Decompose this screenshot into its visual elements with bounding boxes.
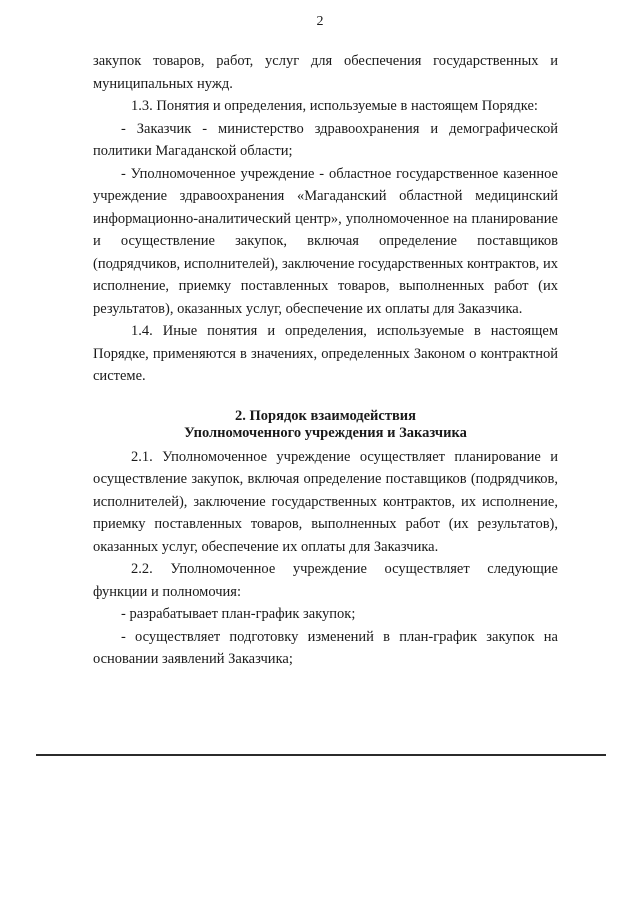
list-item-schedule: - разрабатывает план-график закупок; xyxy=(121,606,356,622)
section-2-heading-line-1: 2. Порядок взаимодействия xyxy=(235,407,416,424)
footer-divider xyxy=(36,754,606,756)
list-item-schedule-changes: - осуществляет подготовку изменений в план-график закупок на основании заявлений Заказчика; xyxy=(93,628,558,667)
paragraph-2-1: 2.1. Уполномоченное учреждение осуществляет планирование и осуществление закупок, включая определение поставщиков (подрядчиков, исполнителей), заключение государственных контрактов, их исполнение, приемку поставленных товаров, выполненных работ (их результатов), оказанных услуг, обеспечение их оплаты для Заказчика. xyxy=(93,448,558,555)
paragraph-1-3: 1.3. Понятия и определения, используемые в настоящем Порядке: xyxy=(131,98,538,114)
definition-customer: - Заказчик - министерство здравоохранения и демографической политики Магаданской области; xyxy=(93,120,558,159)
section-2-heading-line-2: Уполномоченного учреждения и Заказчика xyxy=(184,424,467,441)
section-2-heading xyxy=(93,408,558,442)
paragraph-1-4: 1.4. Иные понятия и определения, используемые в настоящем Порядке, применяются в значениях, определенных Законом о контрактной системе. xyxy=(93,323,558,384)
document-body xyxy=(93,50,558,671)
page-number: 2 xyxy=(316,14,324,29)
paragraph-continuation: закупок товаров, работ, услуг для обеспечения государственных и муниципальных нужд. xyxy=(93,53,558,92)
paragraph-2-2: 2.2. Уполномоченное учреждение осуществляет следующие функции и полномочия: xyxy=(93,561,558,600)
definition-authorized-institution: - Уполномоченное учреждение - областное государственное казенное учреждение здравоохранения «Магаданский областной медицинский информационно-аналитический центр», уполномоченное на планирование и осуществление закупок, включая определение поставщиков (подрядчиков, исполнителей), заключение государственных контрактов, их исполнение, приемку поставленных товаров, выполненных работ (их результатов), оказанных услуг, обеспечение их оплаты для Заказчика. xyxy=(93,165,558,317)
